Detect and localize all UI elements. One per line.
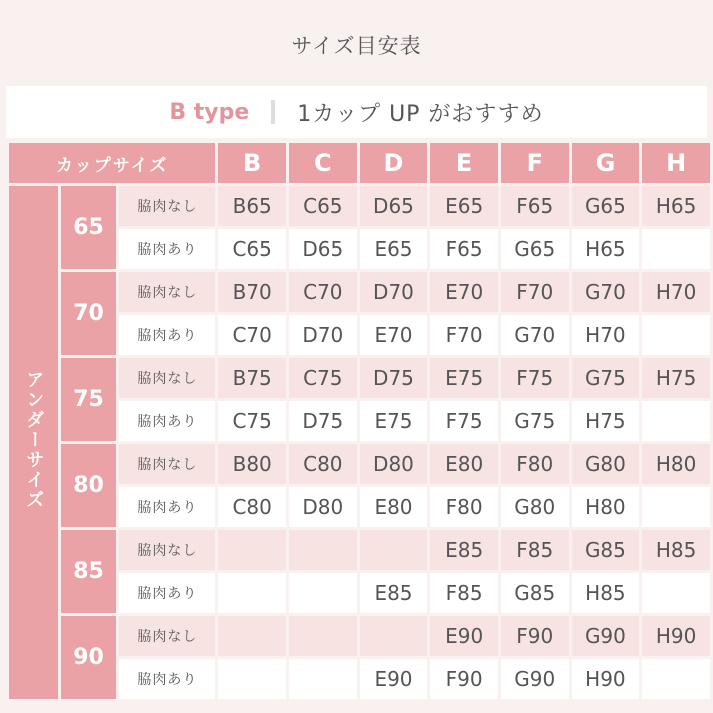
size-cell xyxy=(289,659,357,699)
banner-divider xyxy=(271,100,275,124)
size-cell xyxy=(642,659,710,699)
size-cell xyxy=(642,229,710,269)
size-cell: H80 xyxy=(572,487,640,527)
type-banner xyxy=(6,86,707,138)
size-cell: F75 xyxy=(430,401,498,441)
size-cell xyxy=(642,573,710,613)
size-cell xyxy=(642,487,710,527)
size-cell: E75 xyxy=(360,401,428,441)
size-cell: F90 xyxy=(501,616,569,656)
table-row xyxy=(9,444,710,484)
page-title: サイズ目安表 xyxy=(291,34,422,58)
size-cell: H70 xyxy=(572,315,640,355)
size-cell: E90 xyxy=(360,659,428,699)
cup-header-g: G xyxy=(572,143,640,183)
size-cell xyxy=(360,530,428,570)
row-label-side-fat: 脇肉あり xyxy=(119,315,215,355)
size-cell xyxy=(642,315,710,355)
row-label-no-side-fat: 脇肉なし xyxy=(119,186,215,226)
size-cell: H65 xyxy=(572,229,640,269)
size-cell: E65 xyxy=(360,229,428,269)
size-cell: E85 xyxy=(360,573,428,613)
size-cell: G70 xyxy=(501,315,569,355)
size-cell: G70 xyxy=(572,272,640,312)
size-cell: F70 xyxy=(430,315,498,355)
size-cell: D80 xyxy=(289,487,357,527)
size-cell: C80 xyxy=(289,444,357,484)
size-cell xyxy=(218,573,286,613)
cup-header-f: F xyxy=(501,143,569,183)
size-cell: H65 xyxy=(642,186,710,226)
size-cell: G90 xyxy=(572,616,640,656)
cup-header-d: D xyxy=(360,143,428,183)
size-cell: F80 xyxy=(501,444,569,484)
size-cell: B70 xyxy=(218,272,286,312)
size-cell: G65 xyxy=(501,229,569,269)
size-cell: F85 xyxy=(501,530,569,570)
table-row xyxy=(9,186,710,226)
size-cell: H85 xyxy=(642,530,710,570)
size-cell: E80 xyxy=(430,444,498,484)
row-label-no-side-fat: 脇肉なし xyxy=(119,530,215,570)
row-label-side-fat: 脇肉あり xyxy=(119,229,215,269)
size-cell: C70 xyxy=(218,315,286,355)
size-cell: F65 xyxy=(501,186,569,226)
band-size-label: 75 xyxy=(61,358,117,441)
size-cell: H75 xyxy=(572,401,640,441)
size-cell: H90 xyxy=(572,659,640,699)
band-size-label: 65 xyxy=(61,186,117,269)
size-cell: D80 xyxy=(360,444,428,484)
size-cell: D75 xyxy=(360,358,428,398)
type-description: 1カップ UP がおすすめ xyxy=(297,101,544,127)
band-size-label: 90 xyxy=(61,616,117,699)
size-cell xyxy=(289,573,357,613)
size-cell: G75 xyxy=(572,358,640,398)
size-cell: C65 xyxy=(218,229,286,269)
size-cell: G85 xyxy=(501,573,569,613)
size-cell xyxy=(218,616,286,656)
size-cell: E85 xyxy=(430,530,498,570)
row-label-no-side-fat: 脇肉なし xyxy=(119,358,215,398)
size-cell: E65 xyxy=(430,186,498,226)
size-cell: F80 xyxy=(430,487,498,527)
size-cell: D65 xyxy=(289,229,357,269)
row-label-side-fat: 脇肉あり xyxy=(119,401,215,441)
band-size-label: 80 xyxy=(61,444,117,527)
table-row xyxy=(9,272,710,312)
cup-header-b: B xyxy=(218,143,286,183)
size-cell: G80 xyxy=(501,487,569,527)
size-cell: G90 xyxy=(501,659,569,699)
size-cell xyxy=(289,616,357,656)
size-cell: F90 xyxy=(430,659,498,699)
under-size-header xyxy=(9,186,58,699)
size-cell: D75 xyxy=(289,401,357,441)
size-cell xyxy=(642,401,710,441)
size-cell xyxy=(218,659,286,699)
band-size-label: 85 xyxy=(61,530,117,613)
size-cell: B75 xyxy=(218,358,286,398)
size-cell: F70 xyxy=(501,272,569,312)
row-label-no-side-fat: 脇肉なし xyxy=(119,444,215,484)
size-cell: E80 xyxy=(360,487,428,527)
size-cell: H75 xyxy=(642,358,710,398)
cup-header-h: H xyxy=(642,143,710,183)
cup-size-header: カップサイズ xyxy=(9,143,215,183)
row-label-no-side-fat: 脇肉なし xyxy=(119,616,215,656)
size-cell: C80 xyxy=(218,487,286,527)
size-cell xyxy=(289,530,357,570)
size-cell: C65 xyxy=(289,186,357,226)
under-size-label: アンダーサイズ xyxy=(23,370,45,510)
size-chart-table xyxy=(6,140,713,702)
size-cell: H85 xyxy=(572,573,640,613)
size-cell: H90 xyxy=(642,616,710,656)
size-cell: G75 xyxy=(501,401,569,441)
size-cell: E70 xyxy=(430,272,498,312)
row-label-no-side-fat: 脇肉なし xyxy=(119,272,215,312)
table-row xyxy=(9,358,710,398)
cup-header-row xyxy=(9,143,710,183)
size-cell: F65 xyxy=(430,229,498,269)
size-cell: C70 xyxy=(289,272,357,312)
size-cell: G80 xyxy=(572,444,640,484)
size-cell: D65 xyxy=(360,186,428,226)
row-label-side-fat: 脇肉あり xyxy=(119,487,215,527)
size-cell: H80 xyxy=(642,444,710,484)
band-size-label: 70 xyxy=(61,272,117,355)
size-cell: F75 xyxy=(501,358,569,398)
size-cell: C75 xyxy=(289,358,357,398)
size-cell xyxy=(360,616,428,656)
size-cell: F85 xyxy=(430,573,498,613)
row-label-side-fat: 脇肉あり xyxy=(119,573,215,613)
row-label-side-fat: 脇肉あり xyxy=(119,659,215,699)
size-cell: G85 xyxy=(572,530,640,570)
size-cell: B80 xyxy=(218,444,286,484)
size-cell: E75 xyxy=(430,358,498,398)
size-cell: D70 xyxy=(289,315,357,355)
cup-header-e: E xyxy=(430,143,498,183)
size-cell: H70 xyxy=(642,272,710,312)
table-row xyxy=(9,530,710,570)
size-cell: C75 xyxy=(218,401,286,441)
size-cell: B65 xyxy=(218,186,286,226)
type-label: B type xyxy=(169,99,250,125)
table-row xyxy=(9,616,710,656)
size-cell: D70 xyxy=(360,272,428,312)
size-cell: G65 xyxy=(572,186,640,226)
size-cell: E90 xyxy=(430,616,498,656)
size-cell xyxy=(218,530,286,570)
cup-header-c: C xyxy=(289,143,357,183)
size-cell: E70 xyxy=(360,315,428,355)
